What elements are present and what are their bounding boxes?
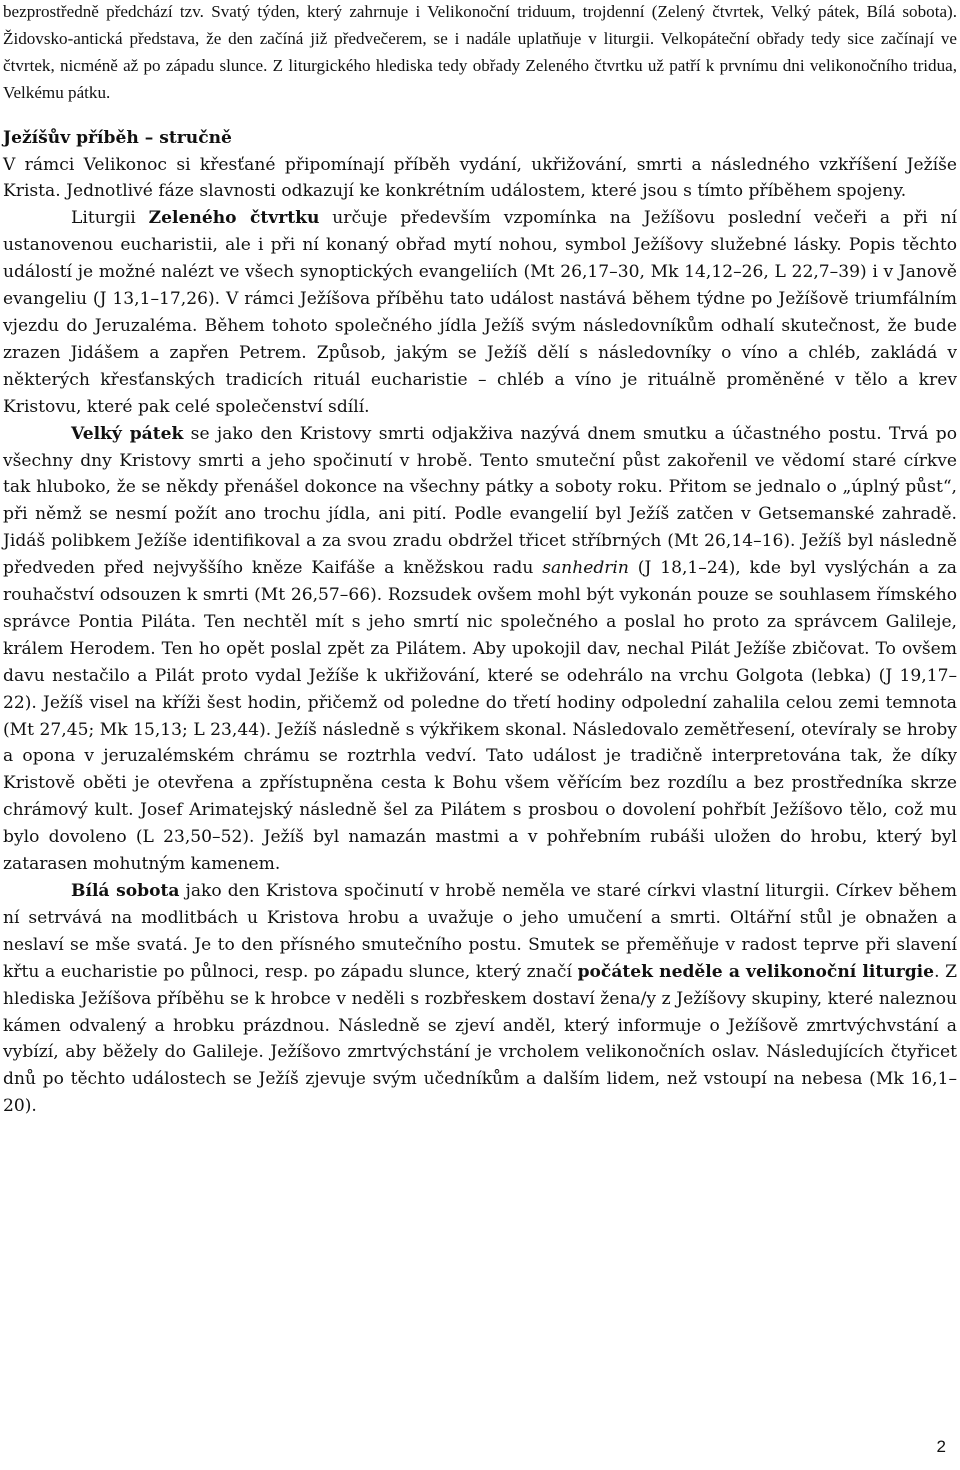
saturday-paragraph [3, 878, 957, 1120]
friday-italic-term: sanhedrin [542, 558, 629, 579]
thursday-paragraph [3, 205, 957, 420]
friday-body-text-2: (J 18,1–24), kde byl vyslýchán a za rouhačství odsouzen k smrti (Mt 26,57–66). Rozsudek ovšem mohl být vykonán pouze se souhlasem římského správce Pontia Piláta. Ten nechtěl mít s jeho smrtí nic společného a poslal ho proto za správcem Galileje, králem Herodem. Ten ho opět poslal zpět za Pilátem. Aby upokojil dav, nechal Pilát Ježíše zbičovat. To ovšem davu nestačilo a Pilát proto vydal Ježíše k ukřižování, které se odehrálo na vrchu Golgota (lebka) (J 19,17–22). Ježíš visel na kříži šest hodin, přičemž od poledne do třetí hodiny odpolední zahalila celou zemi temnota (Mt 27,45; Mk 15,13; L 23,44). Ježíš následně s výkřikem skonal. Následovalo zemětřesení, otevíraly se hroby a opona v jeruzalémském chrámu se roztrhla vedví. Tato událost je tradičně interpretována tak, že díky Kristově oběti je otevřena a zpřístupněna cesta k Bohu všem věřícím bez rozdílu a bez prostředníka skrze chrámový kult. Josef Arimatejský následně šel za Pilátem s prosbou o dovolení pohřbít Ježíšovo tělo, což mu bylo dovoleno (L 23,50–52). Ježíš byl namazán mastmi a v pohřebním rubáši uložen do hrobu, který byl zatarasen mohutným kamenem. [3, 558, 957, 875]
friday-body-text-1: se jako den Kristovy smrti odjakživa nazývá dnem smutku a účastného postu. Trvá po všechny dny Kristovy smrti a jeho spočinutí v hrobě. Tento smuteční půst zakořenil ve vědomí staré církve tak hluboko, že se někdy přenášel dokonce na všechny pátky a soboty roku. Přitom se jednalo o „úplný půst“, při němž se nesmí požít ano trochu jídla, ani pití. Podle evangelií byl Ježíš zatčen v Getsemanské zahradě. Jidáš polibkem Ježíše identifikoval a za svou zradu obdržel třicet stříbrných (Mt 26,14–16). Ježíš byl následně předveden před nejvyššího kněze Kaifáše a kněžskou radu [3, 423, 957, 579]
thursday-bold-term: Zeleného čtvrtku [148, 208, 320, 229]
saturday-bold-term: Bílá sobota [71, 881, 180, 901]
saturday-body-text-1: jako den Kristova spočinutí v hrobě neměla ve staré církvi vlastní liturgii. Církev během ní setrvává na modlitbách u Kristova hrobu a uvažuje o jeho umučení a smrti. Oltářní stůl je obnažen a neslaví se mše svatá. Je to den přísného smutečního postu. Smutek se přeměňuje v radost teprve při slavení křtu a eucharistie po půlnoci, resp. po západu slunce, který značí [3, 881, 958, 982]
friday-bold-term: Velký pátek [71, 423, 184, 444]
thursday-body-text: určuje především vzpomínka na Ježíšovu poslední večeři a při ní ustanovenou eucharistii, ale i při ní konaný obřad mytí nohou, symbol Ježíšovy služebné lásky. Popis těchto událostí je možné nalézt ve všech synoptických evangeliích (Mt 26,17–30, Mk 14,12–26, L 22,7–39) i v Janově evangeliu (J 13,1–17,26). V rámci Ježíšova příběhu tato událost nastává během týdne po Ježíšově triumfálním vjezdu do Jeruzaléma. Během tohoto společného jídla Ježíš svým následovníkům odhalí skutečnost, že bude zrazen Jidášem a zapřen Petrem. Způsob, jakým se Ježíš dělí s následovníky o víno a chléb, zakládá v některých křesťanských tradicích rituál eucharistie – chléb a víno je rituálně proměněné v tělo a krev Kristovu, které pak celé společenství sdílí. [3, 208, 957, 417]
intro-paragraph [3, 0, 957, 107]
section-heading: Ježíšův příběh – stručně [3, 127, 232, 148]
saturday-bold-phrase: počátek neděle a velikonoční liturgie [577, 961, 935, 982]
page-number: 2 [936, 1437, 946, 1456]
saturday-body-text-2: . Z hlediska Ježíšova příběhu se k hrobce v neděli s rozbřeskem dostaví žena/y z Ježíšovy skupiny, které naleznou kámen odvalený a hrobku prázdnou. Následně se zjeví anděl, který informuje o Ježíšově zmrtvýchvstání a vybízí, aby běžely do Galileje. Ježíšovo zmrtvýchstání je vrcholem velikonočních oslav. Následujících čtyřicet dnů po těchto událostech se Ježíš zjevuje svým učedníkům a dalším lidem, než vstoupí na nebesa (Mk 16,1–20). [3, 961, 958, 1117]
friday-paragraph [3, 421, 957, 878]
document-page [3, 0, 957, 1120]
lead-paragraph: V rámci Velikonoc si křesťané připomínají příběh vydání, ukřižování, smrti a následného vzkříšení Ježíše Krista. Jednotlivé fáze slavnosti odkazují ke konkrétním událostem, které jsou s tímto příběhem spojeny. [3, 154, 957, 202]
thursday-pre-text: Liturgii [71, 208, 149, 229]
intro-text: bezprostředně předchází tzv. Svatý týden, který zahrnuje i Velikonoční triduum, trojdenní (Zelený čtvrtek, Velký pátek, Bílá sobota). Židovsko-antická představa, že den začíná již předvečerem, se i nadále uplatňuje v liturgii. Velkopáteční obřady tedy sice začínají ve čtvrtek, nicméně až po západu slunce. Z liturgického hlediska tedy obřady Zeleného čtvrtku už patří k prvnímu dni velikonočního tridua, Velkému pátku. [3, 2, 957, 102]
